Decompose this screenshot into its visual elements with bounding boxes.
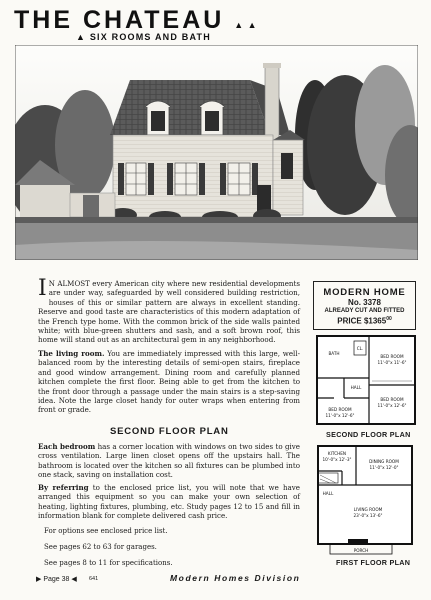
living-room-text: You are immediately impressed with this large, well-balanced room by the interesting details of semi-open stairs, fireplace and good window arrangement. Dining room and carefully planned kitchen complete the first floor. Being able to get from the kitchen to the front door through a passage under the main stairs is a step-saving idea. Note the large closet handy for outer wraps when entering from front or grade. [38,349,300,415]
house-photo [15,45,418,260]
first-living-size: 23'-0"x 13'-6" [353,513,383,518]
page-title [14,6,258,35]
model-number: No. 3378 [348,298,381,307]
price-label: PRICE [337,316,362,326]
title-text: THE CHATEAU [14,6,225,34]
second-bedroom-c-label: BED ROOM [328,407,352,412]
division-name: Modern Homes Division [170,573,301,583]
catalog-code: 641 [89,576,99,582]
first-floor-plan [312,443,418,556]
intro-dropcap: I [38,276,47,301]
bedroom-text: has a corner location with windows on two sides to give cross ventilation. Large linen closet opens off the upstairs hall. The bathroom is located over the kitchen so all fixtures can be plumbed into one stack, saving on installation cost. [38,442,300,480]
intro-paragraph [38,276,300,345]
first-dining-size: 11'-0"x 12'-0" [369,465,399,470]
specifications-note: See pages 8 to 11 for specifications. [44,559,173,567]
options-note: For options see enclosed price list. [44,527,168,535]
first-kitchen-label: KITCHEN [327,451,347,456]
intro-text: N ALMOST every American city where new residential developments are under way, safeguarded by well considered building restriction, houses of this or similar pattern are always in excellent standing. Reserve and good taste are characteristics of this modern adaptation of the French type home. With the common brick of the side walls painted white; with blue-green shutters and sash, and a soft brown roof, this home will stand out as an architectural gem in any neighborhood. [38,279,300,345]
living-room-lead: The living room. [38,349,105,358]
referring-lead: By referring [38,483,89,492]
garages-note: See pages 62 to 63 for garages. [44,543,157,551]
second-floor-heading: SECOND FLOOR PLAN [110,426,229,437]
model-cut-line: ALREADY CUT AND FITTED [324,308,405,314]
second-bedroom-b-label: BED ROOM [380,397,404,402]
second-hall-label: HALL [350,385,362,390]
page-number: ▶ Page 38 ◀ [36,576,77,583]
bedroom-lead: Each bedroom [38,442,96,451]
second-bedroom-a-label: BED ROOM [380,354,404,359]
second-bedroom-b-size: 11'-0"x 12'-6" [377,403,407,408]
referring-paragraph [38,483,300,521]
referring-text: to the enclosed price list, you will note that we have arranged this equipment so you can make your own selection of heating, lighting fixtures, plumbing, etc. Study pages 12 to 15 and fill in information blank for complete delivered cash price. [38,483,300,521]
second-floor-caption: SECOND FLOOR PLAN [326,430,411,439]
price-value: $1365 [363,316,387,326]
bedroom-paragraph [38,442,300,480]
second-bedroom-a-size: 11'-0"x 11'-6" [377,360,407,365]
price-cents: 00 [386,316,392,322]
first-living-label: LIVING ROOM [353,507,383,512]
first-porch-label: PORCH [353,548,369,553]
second-floor-plan [314,333,418,427]
title-marks: ▲ ▲ [234,20,258,30]
model-price-box [313,281,416,330]
model-price [314,315,415,326]
page-subtitle [76,32,211,42]
first-kitchen-size: 10'-0"x 12'-3" [322,457,352,462]
model-title: MODERN HOME [323,287,406,298]
first-dining-label: DINING ROOM [369,459,399,464]
living-room-paragraph [38,349,300,415]
second-bath-label: BATH [328,351,340,356]
second-bedroom-c-size: 11'-0"x 12'-6" [325,413,355,418]
subtitle-text: SIX ROOMS AND BATH [89,32,211,42]
subtitle-mark: ▲ [76,32,87,42]
first-floor-caption: FIRST FLOOR PLAN [336,558,411,567]
second-closet-label: CL. [356,346,364,351]
first-hall-label: HALL [322,491,334,496]
